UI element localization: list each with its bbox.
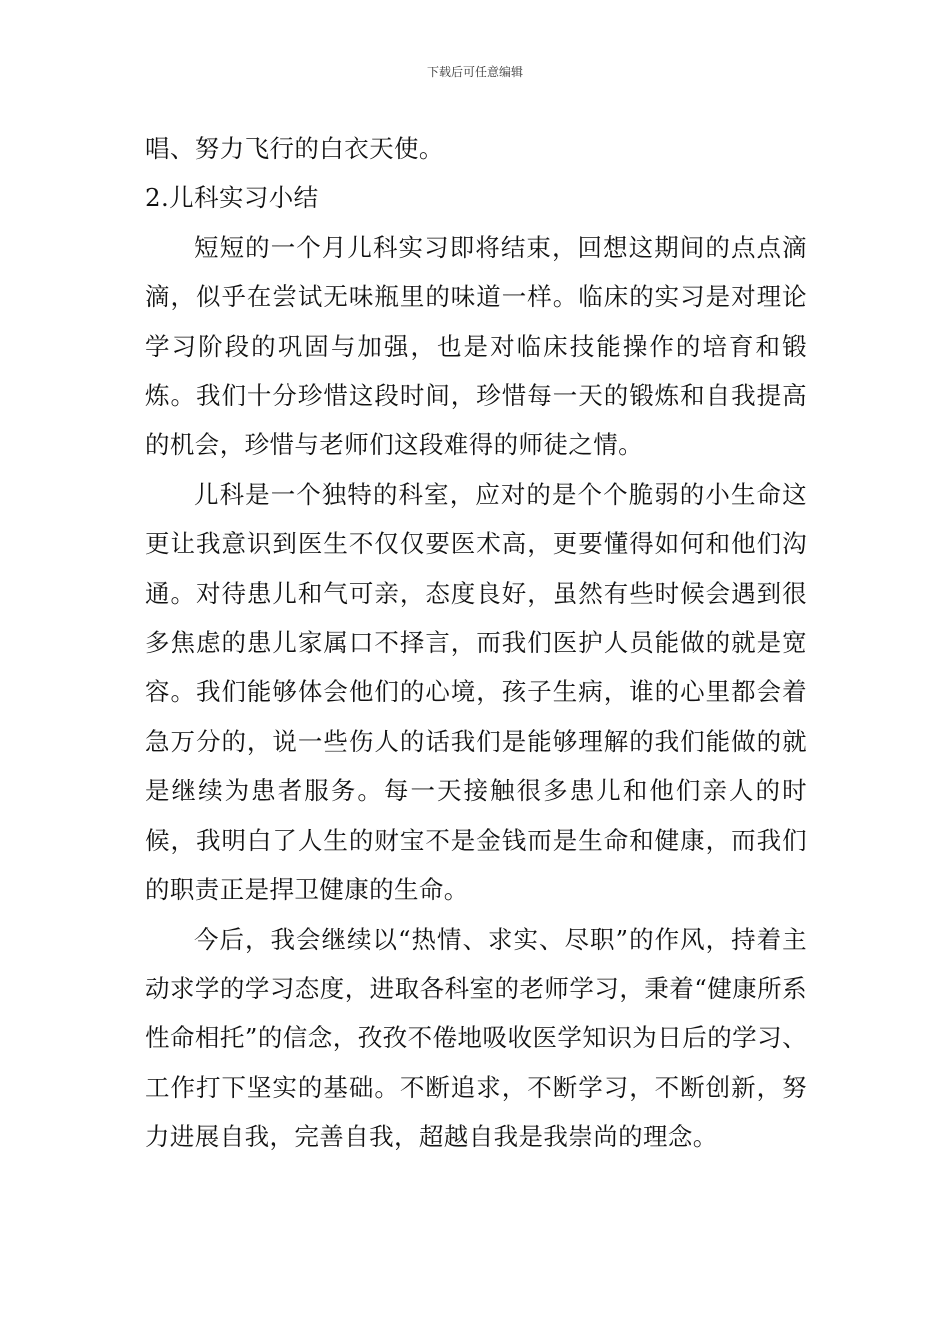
paragraph-1: 短短的一个月儿科实习即将结束，回想这期间的点点滴滴，似乎在尝试无味瓶里的味道一样。临床的实习是对理论学习阶段的巩固与加强，也是对临床技能操作的培育和锻炼。我们十分珍惜这段时间，珍惜每一天的锻炼和自我提高的机会，珍惜与老师们这段难得的师徒之情。 [145,232,807,460]
paragraph-3: 今后，我会继续以“热情、求实、尽职”的作风，持着主动求学的学习态度，进取各科室的老师学习，秉着“健康所系性命相托”的信念，孜孜不倦地吸收医学知识为日后的学习、工作打下坚实的基础。不断追求，不断学习，不断创新，努力进展自我，完善自我，超越自我是我崇尚的理念。 [145,924,807,1152]
section-heading: 2.儿科实习小结 [145,183,319,213]
document-body [145,124,807,1162]
continuation-line: 唱、努力飞行的白衣天使。 [145,134,444,163]
page-header: 下载后可任意编辑 [426,65,523,79]
paragraph-2: 儿科是一个独特的科室，应对的是个个脆弱的小生命这更让我意识到医生不仅仅要医术高，更要懂得如何和他们沟通。对待患儿和气可亲，态度良好，虽然有些时候会遇到很多焦虑的患儿家属口不择言，而我们医护人员能做的就是宽容。我们能够体会他们的心境，孩子生病，谁的心里都会着急万分的，说一些伤人的话我们是能够理解的我们能做的就是继续为患者服务。每一天接触很多患儿和他们亲人的时候，我明白了人生的财宝不是金钱而是生命和健康，而我们的职责正是捍卫健康的生命。 [145,479,807,905]
